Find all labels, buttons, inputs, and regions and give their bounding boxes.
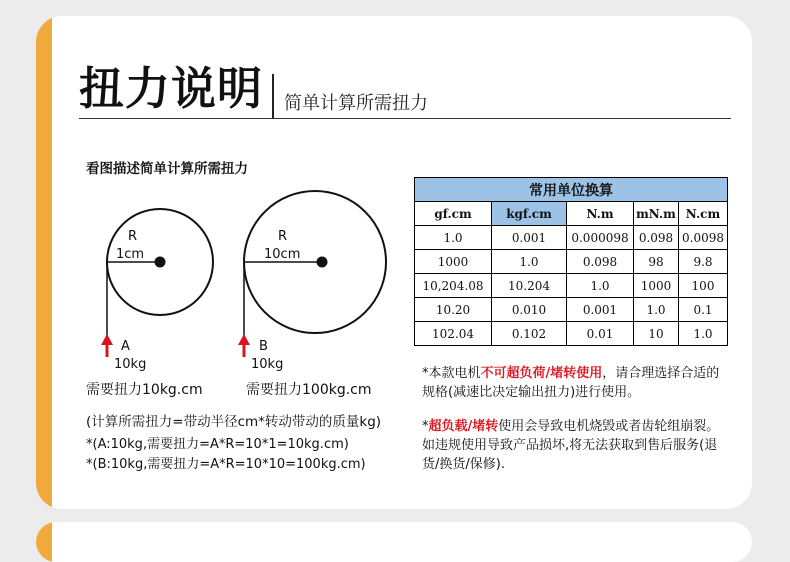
table-row [415,322,728,346]
radius-label-a: R [128,229,138,244]
arrow-head-a [101,334,113,345]
table-cell: 0.001 [567,298,634,322]
formula-main: (计算所需扭力=带动半径cm*转动带动的质量kg) [86,414,382,430]
axle-dot-b [317,257,328,268]
table-title: 常用单位换算 [415,178,728,202]
table-cell: 10 [634,322,679,346]
torque-result-a: 需要扭力10kg.cm [86,382,203,398]
page-title: 扭力说明 [79,62,264,115]
mass-label-a: 10kg [114,357,147,372]
arrow-head-b [238,334,250,345]
table-cell: 10,204.08 [415,274,492,298]
table-row [415,250,728,274]
unit-conversion-table [414,177,728,346]
column-header: N.cm [679,202,728,226]
damage-note [422,417,732,474]
table-cell: 0.102 [492,322,567,346]
column-header: kgf.cm [492,202,567,226]
table-cell: 0.098 [634,226,679,250]
radius-value-a: 1cm [116,247,145,262]
note-text: 使用会导致电机烧毁或者齿轮组崩裂。如违规使用导致产品损坏,将无法获取到售后服务(退货/换货/保修). [422,419,720,472]
table-cell: 100 [679,274,728,298]
radius-label-b: R [278,229,288,244]
table-row [415,226,728,250]
note-warning: 超负载/堵转 [428,419,499,434]
table-cell: 1.0 [634,298,679,322]
table-cell: 1000 [634,274,679,298]
note-text: ，请合理选择合适的规格(减速比决定输出扭力)进行使用。 [422,366,720,400]
table-cell: 0.1 [679,298,728,322]
table-cell: 1.0 [679,322,728,346]
table-header-row [415,202,728,226]
note-warning: 不可超负荷/堵转使用 [480,366,603,381]
radius-value-b: 10cm [264,247,301,262]
mass-label-b: 10kg [251,357,284,372]
torque-result-b: 需要扭力100kg.cm [246,382,372,398]
table-cell: 1.0 [567,274,634,298]
axle-dot-a [155,257,166,268]
table-cell: 98 [634,250,679,274]
column-header: mN.m [634,202,679,226]
table-cell: 102.04 [415,322,492,346]
formula-example-a: *(A:10kg,需要扭力=A*R=10*1=10kg.cm) [86,437,349,452]
table-cell: 0.0098 [679,226,728,250]
table-row [415,274,728,298]
table-cell: 1000 [415,250,492,274]
table-cell: 0.001 [492,226,567,250]
note-text: * [422,419,429,434]
table-cell: 1.0 [415,226,492,250]
column-header: gf.cm [415,202,492,226]
table-cell: 0.098 [567,250,634,274]
table-cell: 0.01 [567,322,634,346]
note-text: *本款电机 [422,366,481,381]
table-row [415,298,728,322]
table-cell: 1.0 [492,250,567,274]
page-subtitle: 简单计算所需扭力 [284,93,428,114]
column-header: N.m [567,202,634,226]
diagram-caption: 看图描述简单计算所需扭力 [86,161,248,177]
point-label-a: A [121,339,130,354]
table-cell: 9.8 [679,250,728,274]
point-label-b: B [259,339,268,354]
table-cell: 10.20 [415,298,492,322]
table-cell: 0.000098 [567,226,634,250]
formula-example-b: *(B:10kg,需要扭力=A*R=10*10=100kg.cm) [86,457,366,472]
table-cell: 10.204 [492,274,567,298]
usage-note [422,364,732,402]
table-cell: 0.010 [492,298,567,322]
